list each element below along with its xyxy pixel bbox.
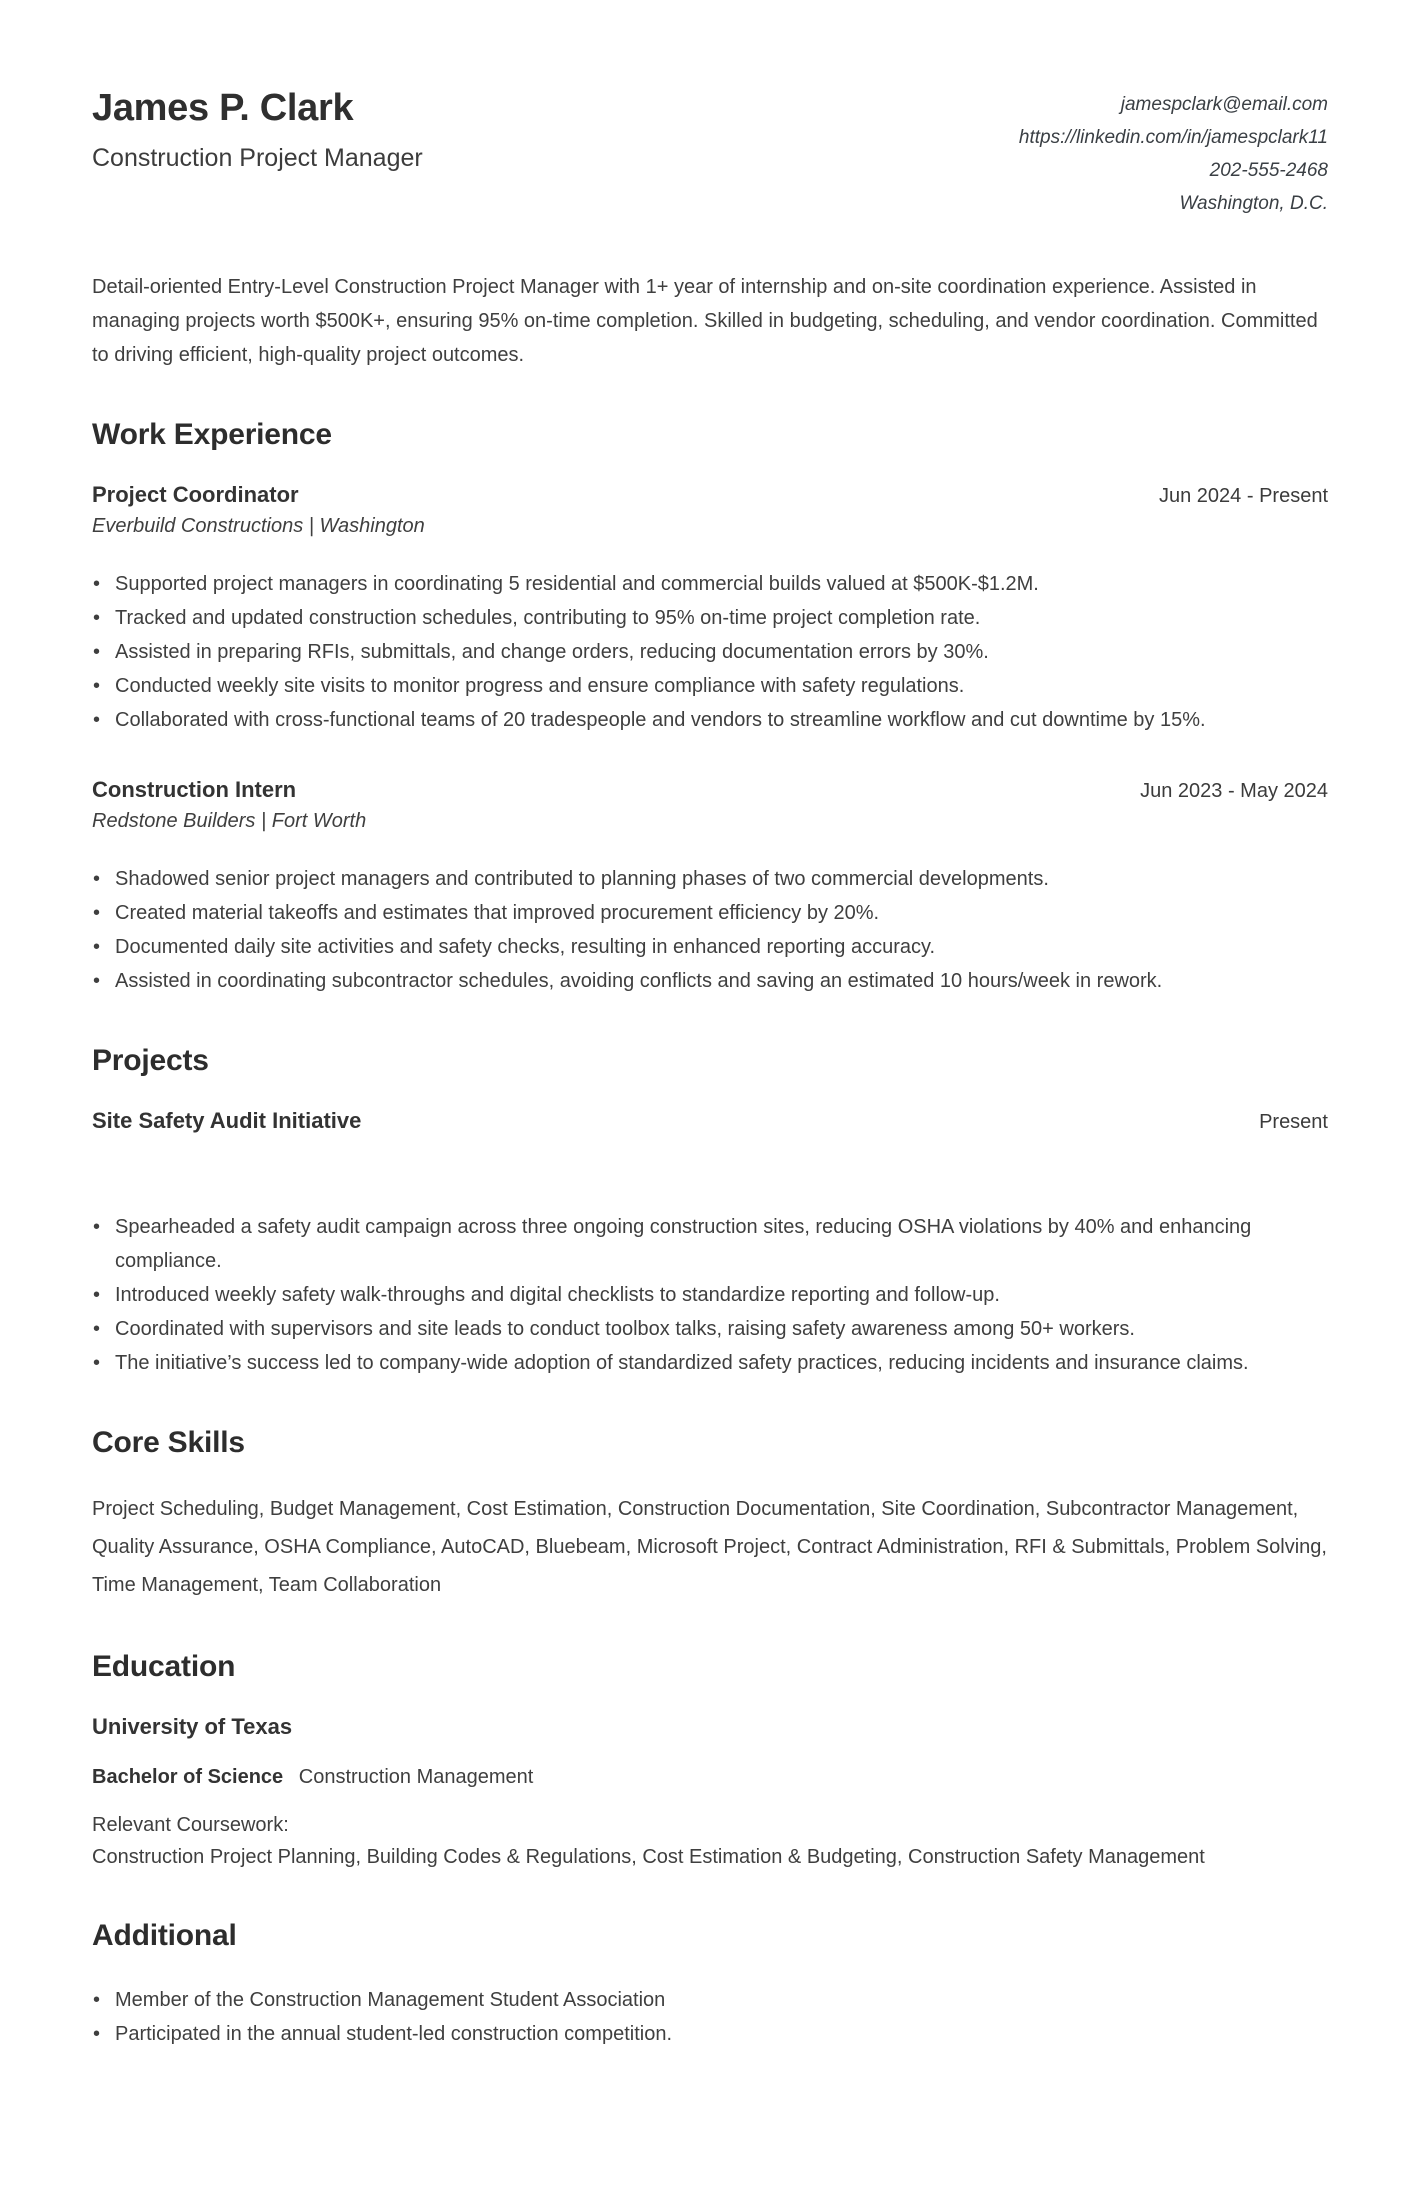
job-title-row	[92, 777, 1328, 803]
summary-paragraph: Detail-oriented Entry-Level Construction Project Manager with 1+ year of internship and on-site coordination experience. Assisted in managing projects worth $500K+, ensuring 95% on-time completion. Skilled in budgeting, scheduling, and vendor coordination. Committed to driving efficient, high-quality project outcomes.	[92, 276, 1318, 366]
resume-header	[92, 86, 1328, 220]
section-work-experience	[92, 418, 1328, 998]
job-title-row	[92, 482, 1328, 508]
project-date: Present	[1259, 1111, 1328, 1133]
job-bullet: • Created material takeoffs and estimates that improved procurement efficiency by 20%.	[92, 896, 1328, 930]
job-title: Construction Intern	[92, 777, 297, 802]
coursework-label: Relevant Coursework:	[92, 1814, 289, 1836]
project-bullet: • Coordinated with supervisors and site leads to conduct toolbox talks, raising safety awareness among 50+ workers.	[92, 1312, 1328, 1346]
job-bullet: • Tracked and updated construction schedules, contributing to 95% on-time project completion rate.	[92, 601, 1328, 635]
contact-phone: 202-555-2468	[1209, 160, 1328, 181]
job-title: Project Coordinator	[92, 482, 299, 507]
contact-linkedin-url: https://linkedin.com/in/jamespclark11	[1018, 127, 1328, 148]
job-bullet: • Assisted in preparing RFIs, submittals, and change orders, reducing documentation errors by 30%.	[92, 635, 1328, 669]
project-bullet: • The initiative’s success led to company-wide adoption of standardized safety practices, reducing incidents and insurance claims.	[92, 1346, 1328, 1380]
project-bullet-list	[92, 1210, 1328, 1380]
project-bullet: • Spearheaded a safety audit campaign across three ongoing construction sites, reducing OSHA violations by 40% and enhancing compliance.	[92, 1210, 1328, 1278]
additional-bullet-list	[92, 1983, 1328, 2051]
project-entry-site-safety-audit	[92, 1108, 1328, 1380]
additional-bullet: • Member of the Construction Management Student Association	[92, 1983, 1328, 2017]
job-company-location: Everbuild Constructions | Washington	[92, 515, 425, 537]
job-bullet: • Assisted in coordinating subcontractor schedules, avoiding conflicts and saving an estimated 10 hours/week in rework.	[92, 964, 1328, 998]
degree-field: Construction Management	[298, 1766, 534, 1788]
job-company-location: Redstone Builders | Fort Worth	[92, 810, 367, 832]
job-bullet: • Conducted weekly site visits to monitor progress and ensure compliance with safety regulations.	[92, 669, 1328, 703]
degree-name: Bachelor of Science	[92, 1766, 284, 1788]
contact-email: jamespclark@email.com	[1120, 94, 1328, 115]
additional-bullet: • Participated in the annual student-led construction competition.	[92, 2017, 1328, 2051]
job-bullet: • Supported project managers in coordinating 5 residential and commercial builds valued at $500K-$1.2M.	[92, 567, 1328, 601]
coursework-list: Construction Project Planning, Building Codes & Regulations, Cost Estimation & Budgeting, Construction Safety Management	[92, 1846, 1205, 1868]
section-education	[92, 1650, 1328, 1873]
contact-block	[1019, 86, 1328, 220]
job-entry-project-coordinator	[92, 482, 1328, 737]
additional-heading: Additional	[92, 1919, 237, 1952]
identity-block	[92, 86, 423, 173]
section-additional	[92, 1919, 1328, 2051]
job-bullet: • Shadowed senior project managers and contributed to planning phases of two commercial developments.	[92, 862, 1328, 896]
job-bullet-list	[92, 567, 1328, 737]
project-bullet: • Introduced weekly safety walk-throughs and digital checklists to standardize reporting and follow-up.	[92, 1278, 1328, 1312]
job-bullet: • Documented daily site activities and safety checks, resulting in enhanced reporting accuracy.	[92, 930, 1328, 964]
job-bullet-list	[92, 862, 1328, 998]
contact-location: Washington, D.C.	[1179, 193, 1328, 214]
job-entry-construction-intern	[92, 777, 1328, 998]
core-skills-list: Project Scheduling, Budget Management, Cost Estimation, Construction Documentation, Site Coordination, Subcontractor Management, Quality Assurance, OSHA Compliance, AutoCAD, Bluebeam, Microsoft Project, Contract Administration, RFI & Submittals, Problem Solving, Time Management, Team Collaboration	[92, 1498, 1327, 1596]
person-name: James P. Clark	[92, 87, 354, 129]
job-date: Jun 2023 - May 2024	[1140, 780, 1328, 802]
degree-row	[92, 1766, 1328, 1789]
person-job-title: Construction Project Manager	[92, 143, 423, 172]
job-date: Jun 2024 - Present	[1159, 485, 1328, 507]
school-name: University of Texas	[92, 1714, 293, 1739]
section-projects	[92, 1044, 1328, 1380]
job-bullet: • Collaborated with cross-functional teams of 20 tradespeople and vendors to streamline workflow and cut downtime by 15%.	[92, 703, 1328, 737]
project-title: Site Safety Audit Initiative	[92, 1108, 362, 1133]
projects-heading: Projects	[92, 1044, 209, 1077]
project-title-row	[92, 1108, 1328, 1134]
education-heading: Education	[92, 1650, 236, 1683]
work-experience-heading: Work Experience	[92, 418, 332, 451]
core-skills-heading: Core Skills	[92, 1426, 245, 1459]
section-core-skills	[92, 1426, 1328, 1604]
